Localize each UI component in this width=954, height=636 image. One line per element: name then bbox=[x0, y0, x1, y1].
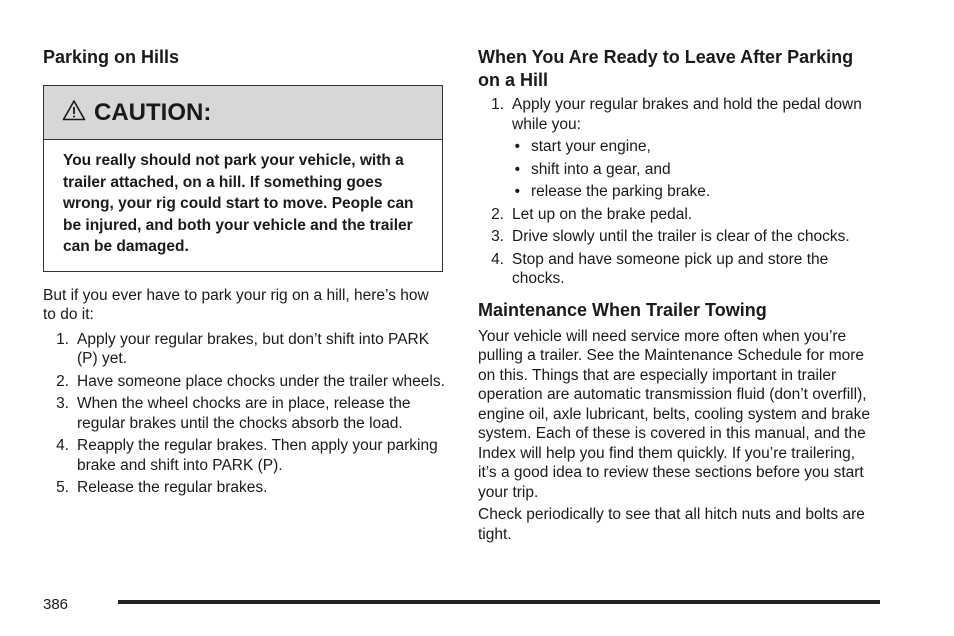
leaving-steps-list bbox=[478, 95, 878, 134]
maintenance-heading: Maintenance When Trailer Towing bbox=[478, 299, 767, 320]
list-item: 2. Let up on the brake pedal. bbox=[491, 205, 693, 223]
leave-after-parking-heading: When You Are Ready to Leave After Parking on a Hill bbox=[478, 47, 854, 90]
list-item: 2. Have someone place chocks under the trailer wheels. bbox=[56, 372, 445, 390]
list-item: 5. Release the regular brakes. bbox=[56, 479, 268, 496]
parking-steps-list bbox=[43, 330, 445, 498]
list-item: 4. Reapply the regular brakes. Then apply your parking brake and shift into PARK (P). bbox=[56, 437, 438, 474]
parking-on-hills-heading: Parking on Hills bbox=[43, 47, 180, 67]
list-item: 1. Apply your regular brakes and hold the pedal down while you: bbox=[491, 96, 862, 133]
bullet-item: • start your engine, bbox=[514, 138, 651, 155]
bullet-item: • release the parking brake. bbox=[514, 183, 711, 200]
hitch-check-paragraph: Check periodically to see that all hitch nuts and bolts are tight. bbox=[478, 506, 865, 543]
left-column bbox=[43, 46, 445, 501]
intro-paragraph: But if you ever have to park your rig on a hill, here’s how to do it: bbox=[43, 286, 429, 323]
list-item: 3. When the wheel chocks are in place, release the regular brakes until the chocks absorb the load. bbox=[56, 395, 411, 432]
bullet-item: • shift into a gear, and bbox=[514, 160, 671, 178]
warning-triangle-icon bbox=[62, 99, 86, 126]
leaving-steps-list-continued bbox=[478, 205, 878, 289]
list-item: 3. Drive slowly until the trailer is clear of the chocks. bbox=[491, 228, 850, 245]
caution-box bbox=[43, 85, 443, 272]
caution-title: CAUTION: bbox=[94, 98, 212, 126]
right-column bbox=[478, 46, 878, 544]
caution-text: You really should not park your vehicle, with a trailer attached, on a hill. If something goes wrong, your rig could start to move. People can be injured, and both your vehicle and the trailer can be damaged. bbox=[63, 152, 414, 255]
caution-header bbox=[44, 86, 442, 140]
page-number: 386 bbox=[43, 596, 69, 613]
maintenance-paragraph: Your vehicle will need service more often when you’re pulling a trailer. See the Maintenance Schedule for more on this. Things that are especially important in trailer operation are automatic transmission fluid (don’t overfill), engine oil, axle lubricant, belts, cooling system and brake system. Each of these is covered in this manual, and the Index will help you find them quickly. If you’re trailering, it’s a good idea to review these sections before you start your trip. bbox=[478, 327, 871, 501]
footer-rule bbox=[118, 600, 880, 604]
list-item: 1. Apply your regular brakes, but don’t shift into PARK (P) yet. bbox=[56, 330, 430, 367]
bullet-list bbox=[478, 137, 878, 202]
list-item: 4. Stop and have someone pick up and store the chocks. bbox=[491, 250, 829, 287]
